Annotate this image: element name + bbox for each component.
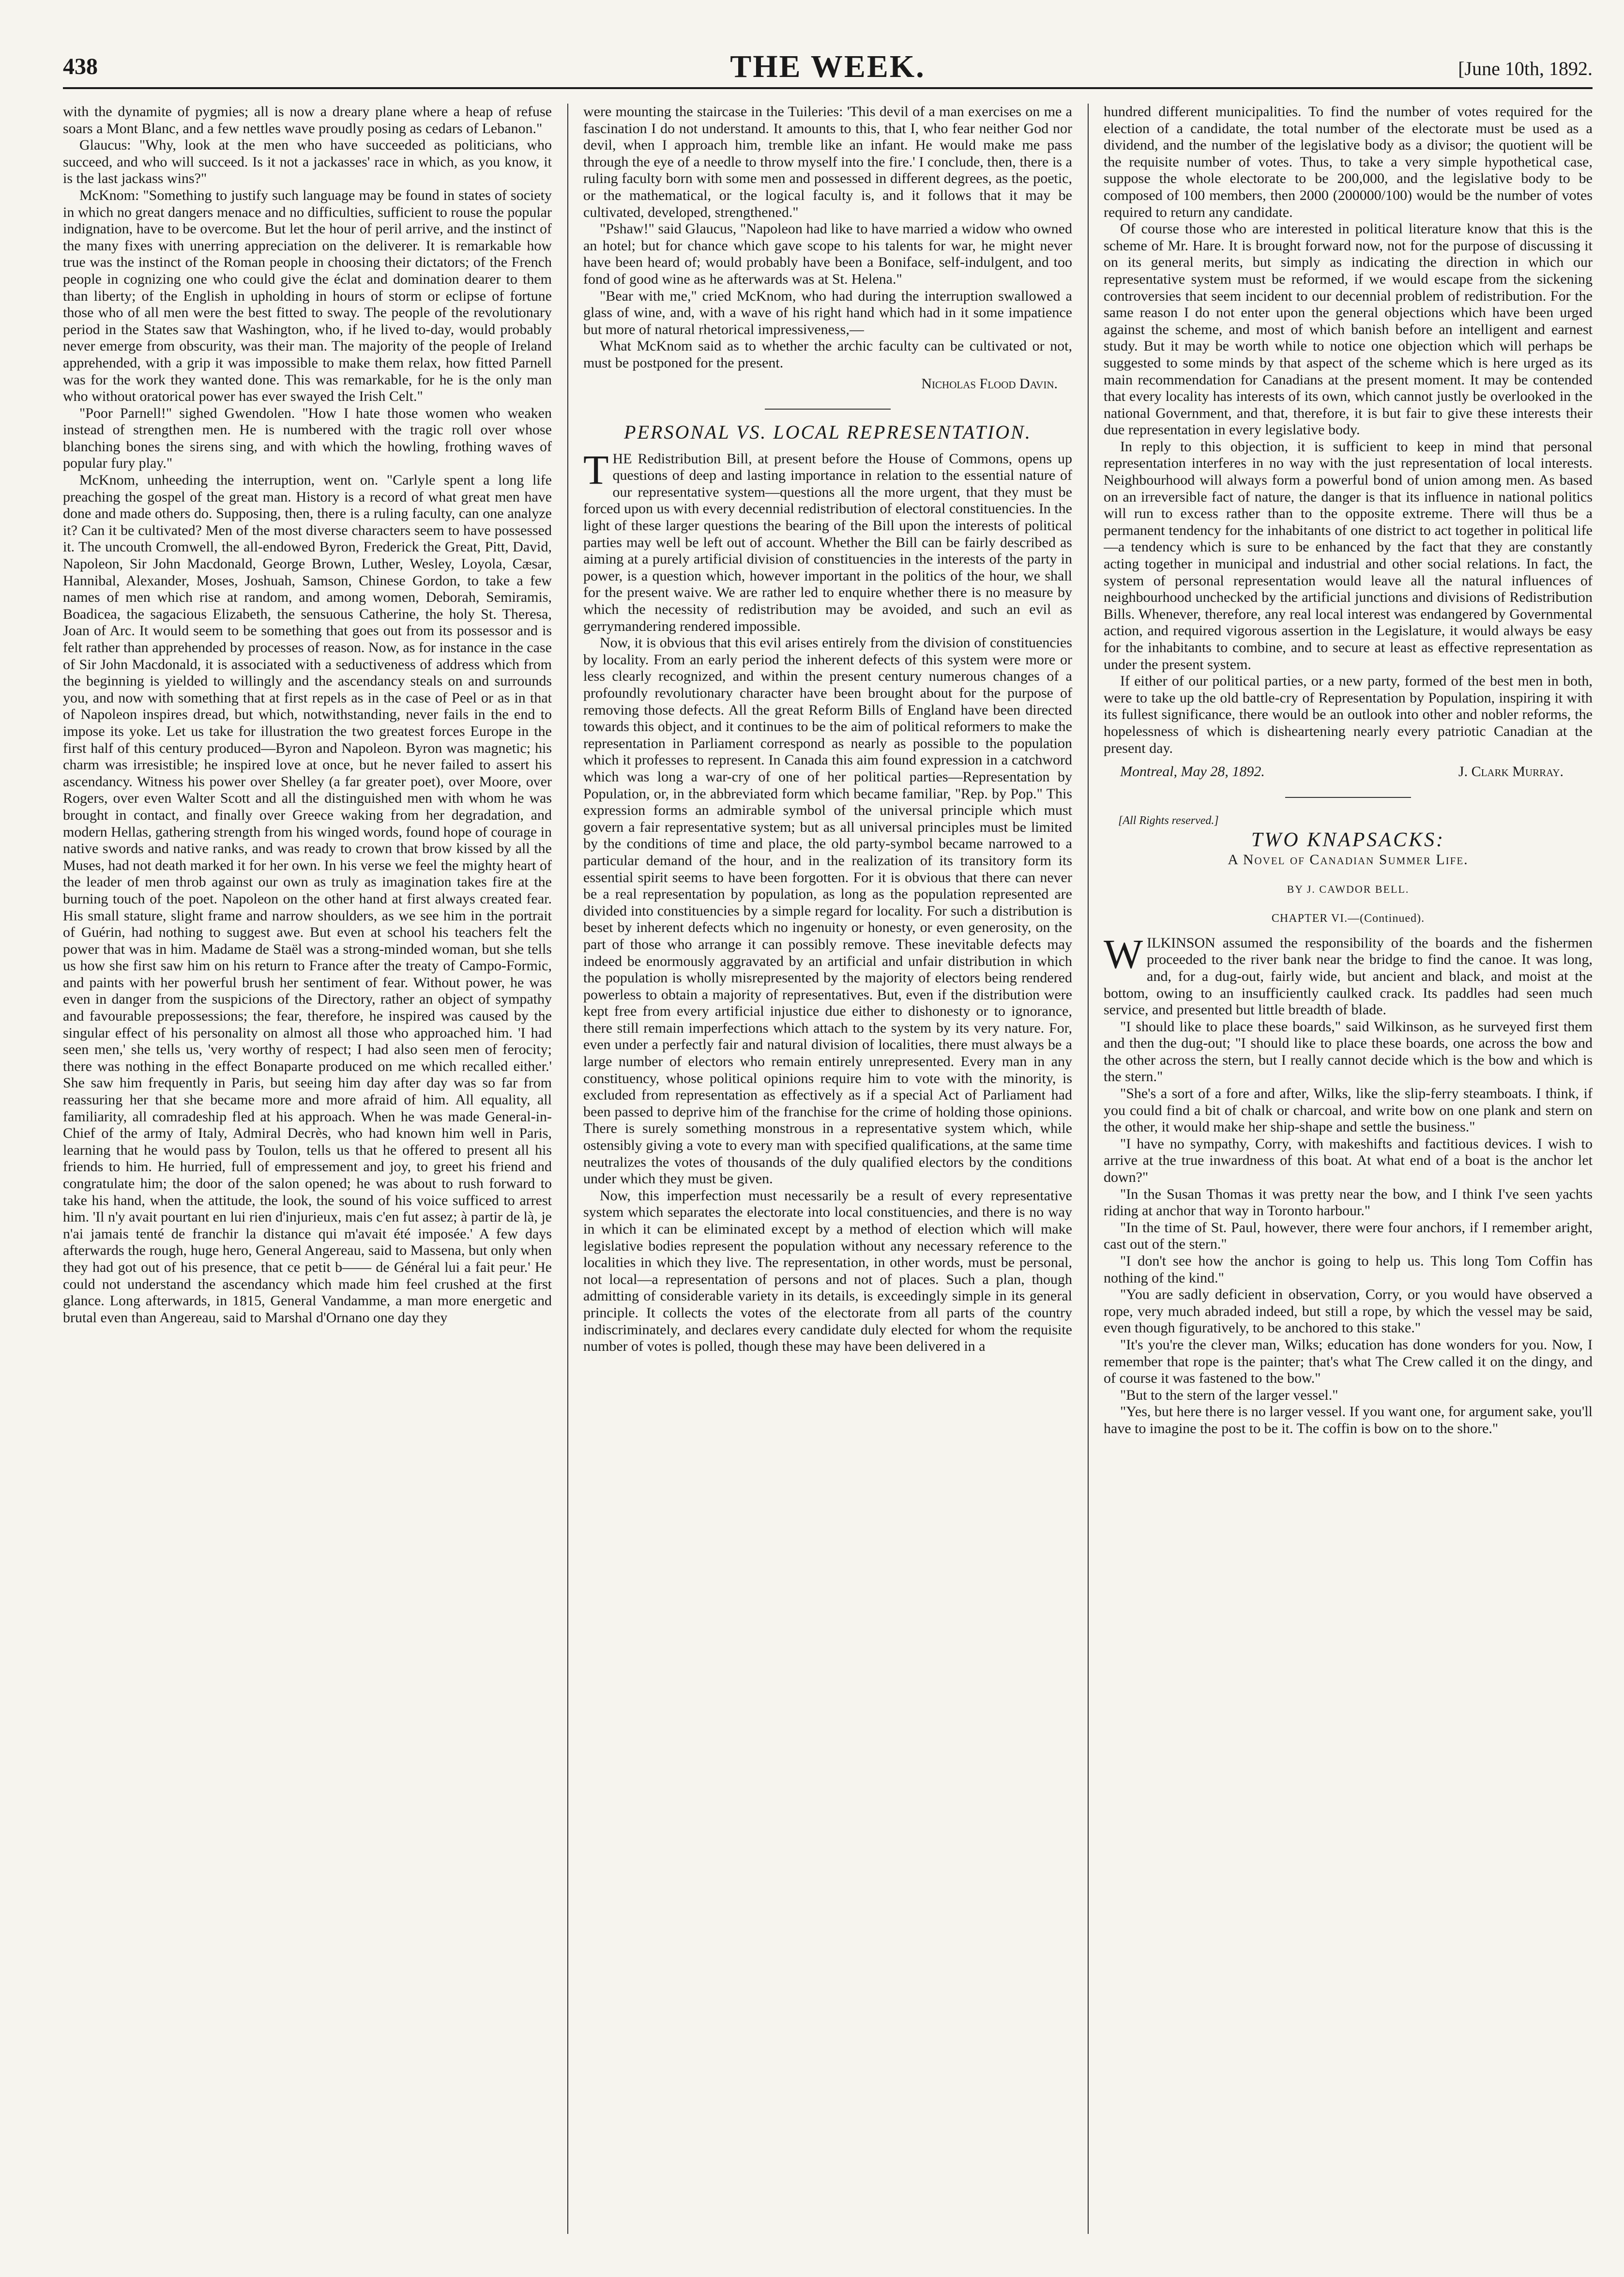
column-middle <box>583 104 1072 2234</box>
paragraph: "She's a sort of a fore and after, Wilks, like the slip-ferry steamboats. I think, if you could find a bit of chalk or charcoal, and write bow on one plank and stern on the other, it would make her ship-shape and settle the business." <box>1104 1085 1593 1135</box>
paragraph: Glaucus: "Why, look at the men who have succeeded as politicians, who succeed, and who will succeed. Is it not a jackasses' race in which, as you know, it is the last jackass wins?" <box>63 137 552 187</box>
paragraph: with the dynamite of pygmies; all is now a dreary plane where a heap of refuse soars a Mont Blanc, and a few nettles wave proudly posing as cedars of Lebanon." <box>63 104 552 137</box>
article-signature <box>1104 764 1593 780</box>
serial-subtitle: A Novel of Canadian Summer Life. <box>1228 851 1469 868</box>
rights-notice: [All Rights reserved.] <box>1118 814 1219 827</box>
paragraph: "Pshaw!" said Glaucus, "Napoleon had like to have married a widow who owned an hotel; but for chance which gave scope to his talents for war, he might never have been heard of; would probably have been a Boniface, self-indulgent, and too fond of good wine as he afterwards was at St. Helena." <box>583 221 1072 287</box>
section-divider <box>765 409 891 410</box>
paragraph: "Poor Parnell!" sighed Gwendolen. "How I hate those women who weaken instead of strengthen men. He is numbered with the tragic roll over whose blanching bones the sirens sing, and with which the howling, frothing waves of popular fury play." <box>63 405 552 472</box>
signature-author: J. Clark Murray. <box>1458 764 1563 780</box>
issue-date: [June 10th, 1892. <box>1458 58 1593 79</box>
article-columns <box>63 104 1593 2234</box>
column-rule <box>567 104 568 2234</box>
paragraph: hundred different municipalities. To find the number of votes required for the election of a candidate, the total number of the electorate must be used as a dividend, and the number of the legislative body as a divisor; the quotient will be the requisite number of votes. Thus, to take a very simple hypothetical case, suppose the whole electorate to be 200,000, and the legislative body to be composed of 100 members, then 2000 (200000/100) would be the number of votes required to return any candidate. <box>1104 104 1593 220</box>
paragraph: McKnom: "Something to justify such language may be found in states of society in which no great dangers menace and no difficulties, sufficient to rouse the popular indignation, have to be overcome. But let the hour of peril arrive, and the instinct of the many fixes with unerring appreciation on the deliverer. It is remarkable how true was the instinct of the Roman people in choosing their dictators; of the French people in cognizing one who could give the éclat and domination dearer to them than liberty; of the English in upholding in hours of storm or eclipse of fortune those who of all men were the best fitted to sway. The people of the revolutionary period in the States saw that Washington, who, if he lived to-day, would probably never emerge from obscurity, was their man. The majority of the people of Ireland apprehended, with a grip it was impossible to make them relax, how fitted Parnell was for the work they wanted done. This was remarkable, for he is the only man who without oratorical power has ever swayed the Irish Celt." <box>63 187 552 405</box>
paragraph: "In the time of St. Paul, however, there were four anchors, if I remember aright, cast out of the stern." <box>1104 1219 1593 1253</box>
running-head <box>63 48 1593 89</box>
chapter-heading: CHAPTER VI.—(Continued). <box>1271 912 1425 925</box>
paragraph: WILKINSON assumed the responsibility of the boards and the fishermen proceeded to the river bank near the bridge to find the canoe. It was long, and, for a dug-out, fairly wide, but ancient and black, and moist at the bottom, owing to an insufficiently caulked crack. Its paddles had seen much service, and presented but little breadth of blade. <box>1104 930 1593 1018</box>
paragraph: "Bear with me," cried McKnom, who had during the interruption swallowed a glass of wine, and, with a wave of his right hand which had in it some impatience but more of natural rhetorical impressiveness,— <box>583 288 1072 337</box>
journal-title: THE WEEK. <box>730 49 926 84</box>
section-divider <box>1285 797 1411 798</box>
paragraph: "I should like to place these boards," said Wilkinson, as he surveyed first them and then the dug-out; "I should like to place these boards, one across the bow and the other across the stern, but I really cannot decide which is the bow and which is the stern." <box>1104 1018 1593 1085</box>
serial-title: TWO KNAPSACKS: <box>1251 829 1445 852</box>
paragraph: "It's you're the clever man, Wilks; education has done wonders for you. Now, I remember that rope is the painter; that's what The Crew called it on the dingy, and of course it was fastened to the bow." <box>1104 1336 1593 1387</box>
paragraph: Now, it is obvious that this evil arises entirely from the division of constituencies by locality. From an early period the inherent defects of this system were more or less clearly recognized, and within the present century numerous changes of a profoundly revolutionary character have been brought about for the purpose of removing those defects. All the great Reform Bills of England have been directed towards this object, and it continues to be the aim of political reformers to make the representation in Parliament correspond as nearly as possible to the population which it professes to represent. In Canada this aim found expression in a catchword which was long a war-cry of one of her political parties—Representation by Population, or, in the abbreviated form which became familiar, "Rep. by Pop." This expression forms an admirable symbol of the universal principle which must govern a fair representative system; but as all universal principles must be limited by the conditions of time and place, the old party-symbol became narrowed to a particular demand of the hour, and in the realization of its transitory form its essential spirit seems to have been forgotten. For it is obvious that there can never be a real representation by population, as long as the population represented are divided into constituencies by a simple regard for locality. For such a distribution is beset by inherent defects which no ingenuity or honesty, or even generosity, on the part of those who arrange it can possibly remove. These inevitable defects may indeed be enormously aggravated by an artificial and unfair distribution in which the population is wholly misrepresented by the majority of electors being rendered powerless to obtain a majority of representatives. But, even if the distribution were kept free from every artificial injustice due either to dishonesty or to ignorance, there still remain imperfections which attach to the system by its very nature. For, even under a perfectly fair and natural division of localities, there must always be a large number of electors who remain entirely unrepresented. Every man in any constituency, whose political opinions require him to vote with the minority, is excluded from representation as effectively as if a special Act of Parliament had been passed to deprive him of the franchise for the crime of holding those opinions. There is surely something monstrous in a representative system which, while ostensibly giving a vote to every man with specified qualifications, at the same time neutralizes the votes of thousands of the duly qualified electors by the conditions under which they must be given. <box>583 635 1072 1187</box>
paragraph: "But to the stern of the larger vessel." <box>1120 1387 1338 1403</box>
paragraph: "I have no sympathy, Corry, with makeshifts and factitious devices. I wish to arrive at the true inwardness of this boat. At what end of a boat is the anchor let down?" <box>1104 1135 1593 1186</box>
paragraph: "You are sadly deficient in observation, Corry, or you would have observed a rope, very much abraded indeed, but still a rope, by which the vessel may be said, even though figuratively, to be anchored to this stake." <box>1104 1286 1593 1336</box>
page-number: 438 <box>63 54 98 79</box>
section-title: PERSONAL VS. LOCAL REPRESENTATION. <box>624 421 1032 443</box>
column-right <box>1104 104 1593 2234</box>
paragraph: In reply to this objection, it is sufficient to keep in mind that personal representation interferes in no way with the just representation of local interests. Neighbourhood will always form a powerful bond of union among men. As based on an irreversible fact of nature, the danger is that its influence in national politics will run to excess rather than to the opposite extreme. There will thus be a permanent tendency for the inhabitants of one district to act together in political life—a tendency which is sure to be enhanced by the fact that they are constantly acting together in municipal and industrial and other social relations. In fact, the system of personal representation would leave all the natural influences of neighbourhood unchecked by the artificial junctions and divisions of Redistribution Bills. Whenever, therefore, any real local interest was endangered by Governmental action, and required vigorous assertion in the Legislature, it would always be easy for the inhabitants to combine, and to secure at least as effective representation as under the present system. <box>1104 438 1593 672</box>
paragraph: "I don't see how the anchor is going to help us. This long Tom Coffin has nothing of the kind." <box>1104 1253 1593 1286</box>
paragraph: Of course those who are interested in political literature know that this is the scheme of Mr. Hare. It is brought forward now, not for the purpose of discussing it on its general merits, but simply as indicating the direction in which our representative system must be reformed, if we would escape from the sickening controversies that seem incident to our decennial problem of redistribution. For the same reason I do not enter upon the general objections which have been urged against the scheme, and most of which banish before an intelligent and earnest study. But it may be worth while to notice one objection which will perhaps be suggested to some minds by that aspect of the scheme which is here urged as its main recommendation for Canadians at the present moment. It may be contended that every locality has interests of its own, which cannot justly be overlooked in the national Government, and that, therefore, it is but fair to give these interests their due representation in every legislative body. <box>1104 221 1593 438</box>
paragraph: were mounting the staircase in the Tuileries: 'This devil of a man exercises on me a fascination I do not understand. It amounts to this, that I, who fear neither God nor devil, when I approach him, tremble like an infant. He would make me pass through the eye of a needle to throw myself into the fire.' I conclude, then, there is a ruling faculty born with some men and possessed in different degrees, as the poetic, or the mathematical, or the logical faculty is, and it follows that it may be cultivated, developed, strengthened." <box>583 104 1072 220</box>
paragraph: What McKnom said as to whether the archic faculty can be cultivated or not, must be postponed for the present. <box>583 338 1072 371</box>
byline: BY J. CAWDOR BELL. <box>1287 883 1410 895</box>
paragraph: THE Redistribution Bill, at present before the House of Commons, opens up questions of deep and lasting importance in relation to the essential nature of our representative system—questions all the more urgent, that they must be forced upon us with every decennial redistribution of electoral constituencies. In the light of these larger questions the bearing of the Bill upon the interests of political parties may well be left out of account. Whether the Bill can be fairly described as aiming at a purely artificial division of constituencies in the interests of the party in power, is a question which, however important in the politics of the hour, we shall for the present waive. We are rather led to enquire whether there is no measure by which the necessity of redistribution may be avoided, and such an evil as gerrymandering rendered impossible. <box>583 446 1072 634</box>
column-left <box>63 104 552 2234</box>
newspaper-page <box>63 48 1593 2246</box>
paragraph: McKnom, unheeding the interruption, went on. "Carlyle spent a long life preaching the gospel of the great man. History is a record of what great men have done and made others do. Supposing, then, there is a ruling faculty, can one analyze it? Can it be cultivated? Men of the most diverse characters seem to have possessed it. The uncouth Cromwell, the all-endowed Byron, Frederick the Great, Pitt, David, Napoleon, Sir John Macdonald, George Brown, Luther, Wesley, Loyola, Cæsar, Hannibal, Alexander, Moses, Joshuah, Samson, Chinese Gordon, to take a few names of men which rise at random, and among women, Deborah, Semiramis, Boadicea, the sagacious Elizabeth, the sensuous Catherine, the holy St. Theresa, Joan of Arc. It would seem to be something that goes out from its possessor and is felt rather than apprehended by processes of reason. Now, as for instance in the case of Sir John Macdonald, it is associated with a seductiveness of address which from the beginning is yielded to willingly and the ascendancy steals on and surrounds you, and now with something that at first repels as in the case of Peel or as in that of Napoleon inspires dread, but which, notwithstanding, never fails in the end to impose its yoke. Let us take for illustration the two greatest forces Europe in the first half of this century produced—Byron and Napoleon. Byron was magnetic; his charm was irresistible; he inspired love at once, but he never failed to assert his ascendancy. Witness his power over Shelley (a far greater poet), over Moore, over Rogers, over even Walter Scott and all the distinguished men with whom he was brought in contact, and finally over Greece waking from her degradation, and modern Hellas, gathering strength from his winged words, found hope of courage in native swords and native ranks, and was ready to crown that brow kissed by all the Muses, had not death marked it for her own. In his verse we feel the mighty heart of the leader of men throb against our own as truly as imagination takes fire at the burning touch of the poet. Napoleon on the other hand at first always created fear. His small stature, slight frame and narrow shoulders, as we see him in the portrait of Guérin, had nothing to suggest awe. But even at school his teachers felt the power that was in him. Madame de Staël was a strong-minded woman, but she tells us how she first saw him on his return to France after the treaty of Campo-Formic, and paints with her powerful brush her sentiment of fear. Without power, he was even in danger from the suspicions of the Directory, rather an object of sympathy and favourable prepossessions; the fear, therefore, he inspired was caused by the singular effect of his personality on almost all those who approached him. 'I had seen men,' she tells us, 'very worthy of respect; I had also seen men of ferocity; there was nothing in the effect Bonaparte produced on me which recalled either.' She saw him frequently in Paris, but seeing him day after day was so far from reassuring her that she became more and more afraid of him. All equality, all familiarity, all comradeship fled at his approach. When he was made General-in-Chief of the army of Italy, Admiral Decrès, who had known him well in Paris, learning that he would pass by Toulon, tells us that he offered to present all his friends to him. He hurried, full of empressement and joy, to greet his friend and congratulate him; the door of the salon opened; he was about to rush forward to take his hand, when the attitude, the look, the sound of his voice sufficed to arrest him. 'Il n'y avait pourtant en lui rien d'injurieux, mais c'en fut assez; à partir de là, je n'ai jamais tenté de franchir la distance qui m'avait été imposée.' A few days afterwards the rough, huge hero, General Angereau, said to Massena, but only when they had got out of his presence, that ce petit b—— de Général lui a fait peur.' He could not understand the ascendancy which made him feel crushed at the first glance. Long afterwards, in 1815, General Vandamme, a man more energetic and brutal even than Angereau, said to Marshal d'Ornano one day they <box>63 472 552 1326</box>
paragraph: If either of our political parties, or a new party, formed of the best men in both, were to take up the old battle-cry of Representation by Population, inspiring it with its fullest significance, there would be an outlook into other and nobler reforms, the hopelessness of which is disheartening nearly every patriotic Canadian at the present day. <box>1104 673 1593 756</box>
paragraph: Now, this imperfection must necessarily be a result of every representative system which separates the electorate into local constituencies, and there is no way in which it can be eliminated except by a method of election which will make legislative bodies represent the population without any necessary reference to the localities in which they live. The representation, in other words, must be personal, not local—a representation of persons and not of places. Such a plan, though admitting of considerable variety in its details, is exceedingly simple in its general principle. It collects the votes of the electorate from all parts of the country indiscriminately, and declares every candidate duly elected for whom the requisite number of votes is polled, though these may have been delivered in a <box>583 1187 1072 1355</box>
paragraph: "Yes, but here there is no larger vessel. If you want one, for argument sake, you'll have to imagine the post to be it. The coffin is bow on to the shore." <box>1104 1404 1593 1436</box>
paragraph: "In the Susan Thomas it was pretty near the bow, and I think I've seen yachts riding at anchor that way in Toronto harbour." <box>1104 1186 1593 1219</box>
signature-place-date: Montreal, May 28, 1892. <box>1120 764 1265 780</box>
column-rule <box>1088 104 1089 2234</box>
article-signature: Nicholas Flood Davin. <box>921 375 1058 392</box>
